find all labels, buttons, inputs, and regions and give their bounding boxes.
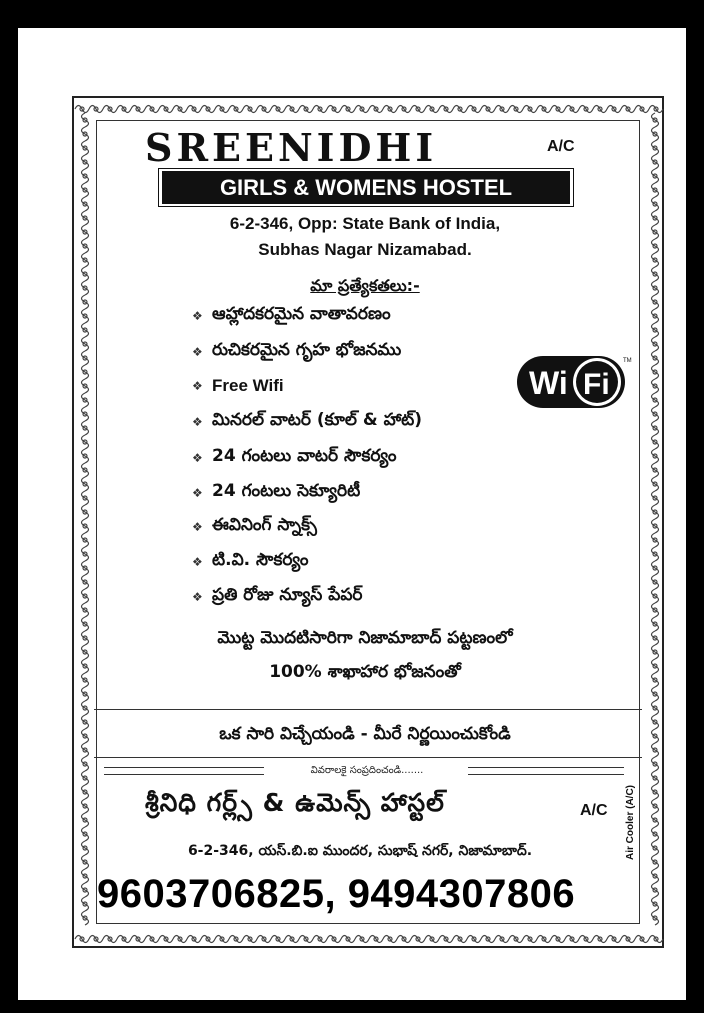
- diamond-bullet-icon: ❖: [192, 520, 203, 534]
- feature-item: [192, 339, 401, 365]
- feature-item: [192, 373, 284, 399]
- diamond-bullet-icon: ❖: [192, 415, 203, 429]
- specialities-heading: మా ప్రత్యేకతలు:-: [310, 276, 420, 295]
- side-note: [623, 772, 641, 862]
- feature-item: [192, 480, 360, 506]
- feature-item: [192, 303, 391, 329]
- diamond-bullet-icon: ❖: [192, 486, 203, 500]
- feature-text: మినరల్ వాటర్ (కూల్ & హాట్): [212, 410, 423, 430]
- feature-item: [192, 445, 396, 471]
- feature-text: ప్రతి రోజు న్యూస్ పేపర్: [212, 585, 363, 605]
- phone-numbers: 9603706825, 9494307806: [97, 872, 576, 916]
- wifi-logo-left: Wi: [529, 365, 568, 401]
- address-line-2: Subhas Nagar Nizamabad.: [258, 240, 472, 259]
- feature-text: రుచికరమైన గృహ భోజనము: [212, 340, 402, 360]
- hostel-name-ac-label: A/C: [580, 802, 608, 819]
- section-divider: [94, 709, 642, 710]
- feature-item: [192, 549, 308, 575]
- hostel-name-telugu: శ్రీనిధి గర్ల్స్ & ఉమెన్స్ హాస్టల్: [145, 788, 445, 817]
- feature-text: ఆహ్లాదకరమైన వాతావరణం: [212, 304, 391, 324]
- diamond-bullet-icon: ❖: [192, 451, 203, 465]
- address-telugu: 6-2-346, యస్.బి.ఐ ముందర, సుభాష్ నగర్, నిజామాబాద్.: [187, 843, 533, 859]
- diamond-bullet-icon: ❖: [192, 345, 203, 359]
- feature-text: 24 గంటలు సెక్యూరిటీ: [212, 481, 361, 501]
- claim-line-1: మొట్ట మొదటిసారిగా నిజామాబాద్ పట్టణంలో: [217, 628, 513, 648]
- contact-heading-row: [104, 764, 624, 780]
- side-note-text: Air Cooler (A/C): [625, 785, 636, 860]
- feature-text: Free Wifi: [212, 376, 284, 395]
- feature-text: ఈవినింగ్ స్నాక్స్: [212, 515, 317, 535]
- wifi-logo-icon: [515, 350, 635, 414]
- slogan: ఒక సారి విచ్చేయండి - మీరే నిర్ణయించుకోండి: [219, 724, 511, 744]
- wifi-logo-tm: TM: [623, 358, 632, 364]
- feature-text: 24 గంటలు వాటర్ సౌకర్యం: [212, 446, 397, 466]
- feature-item: [192, 584, 363, 610]
- double-rule: [468, 767, 624, 775]
- feature-text: టి.వి. సౌకర్యం: [212, 550, 309, 570]
- diamond-bullet-icon: ❖: [192, 379, 203, 393]
- diamond-bullet-icon: ❖: [192, 309, 203, 323]
- wifi-logo-right: Fi: [583, 368, 610, 401]
- section-divider: [94, 757, 642, 758]
- diamond-bullet-icon: ❖: [192, 590, 203, 604]
- claim-line-2: 100% శాఖాహార భోజనంతో: [269, 662, 461, 682]
- brand-ac-label: A/C: [547, 138, 575, 155]
- feature-item: [192, 409, 422, 435]
- hostel-banner: GIRLS & WOMENS HOSTEL: [162, 171, 570, 204]
- contact-heading: వివరాలకై సంప్రదించండి.......: [310, 765, 424, 776]
- brand-title: SREENIDHI: [145, 125, 438, 170]
- address-line-1: 6-2-346, Opp: State Bank of India,: [229, 214, 501, 233]
- diamond-bullet-icon: ❖: [192, 555, 203, 569]
- double-rule: [104, 767, 264, 775]
- feature-item: [192, 514, 317, 540]
